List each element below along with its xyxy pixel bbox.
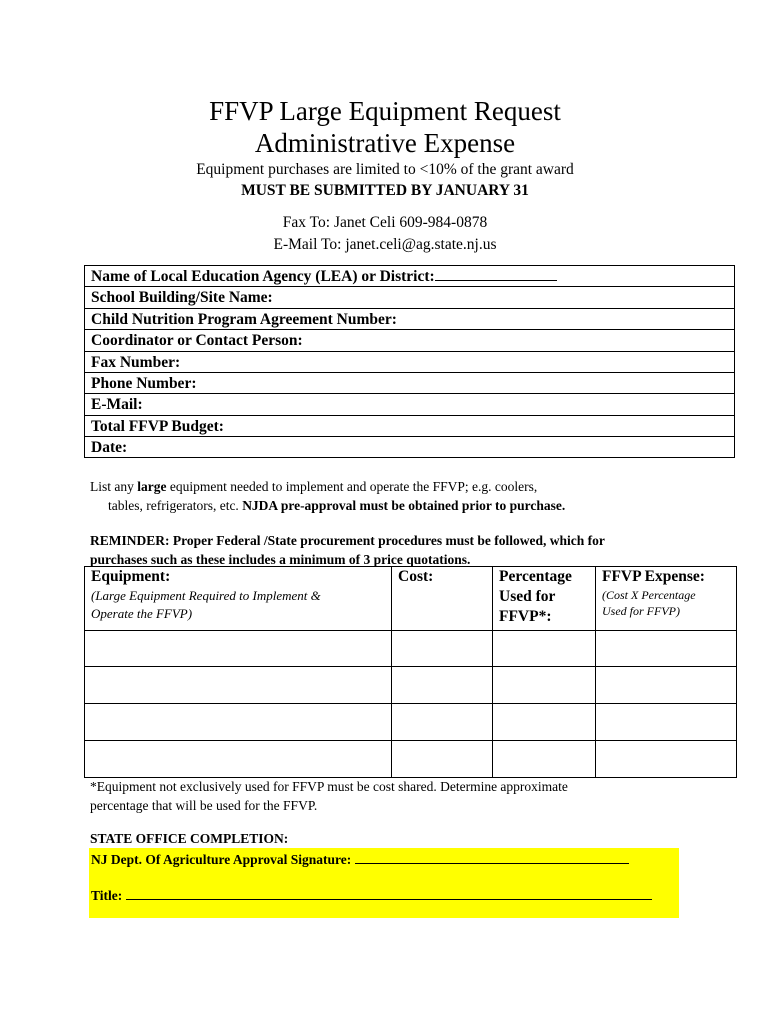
reminder-paragraph xyxy=(90,531,710,569)
instruction-text: equipment needed to implement and operate the FFVP; e.g. coolers, xyxy=(166,479,538,494)
field-school-site[interactable] xyxy=(85,287,734,308)
expense-cell[interactable] xyxy=(596,704,737,741)
equipment-cell[interactable] xyxy=(85,667,392,704)
equipment-cell[interactable] xyxy=(85,704,392,741)
header-note: (Large Equipment Required to Implement & xyxy=(91,588,321,603)
form-title-line1: FFVP Large Equipment Request xyxy=(209,96,561,126)
instruction-emphasis: large xyxy=(137,479,167,494)
signature-label: NJ Dept. Of Agriculture Approval Signature: xyxy=(91,852,355,867)
reminder-line: purchases such as these includes a minimum of 3 price quotations. xyxy=(90,552,471,567)
field-label: Phone Number: xyxy=(91,374,197,392)
table-row xyxy=(85,631,737,667)
approver-title-field[interactable] xyxy=(91,886,652,905)
header-note: (Cost X Percentage xyxy=(602,588,696,602)
cost-share-footnote xyxy=(90,777,710,815)
footnote-line: *Equipment not exclusively used for FFVP must be cost shared. Determine approximate xyxy=(90,779,568,794)
field-phone-number[interactable] xyxy=(85,373,734,394)
field-label: Fax Number: xyxy=(91,353,181,371)
reminder-line: REMINDER: Proper Federal /State procurement procedures must be followed, which for xyxy=(90,533,605,548)
equipment-table xyxy=(84,566,737,778)
header-percentage xyxy=(493,567,596,631)
equipment-cell[interactable] xyxy=(85,741,392,778)
deadline-note: MUST BE SUBMITTED BY JANUARY 31 xyxy=(241,182,529,199)
table-row xyxy=(85,741,737,778)
header-label: Used for xyxy=(499,588,556,605)
header-cost xyxy=(392,567,493,631)
field-email[interactable] xyxy=(85,394,734,415)
footnote-line: percentage that will be used for the FFVP. xyxy=(90,798,318,813)
header-equipment xyxy=(85,567,392,631)
table-header-row xyxy=(85,567,737,631)
expense-cell[interactable] xyxy=(596,631,737,667)
limit-note: Equipment purchases are limited to <10% of the grant award xyxy=(196,161,574,178)
form-title-line2: Administrative Expense xyxy=(254,128,516,158)
header-expense xyxy=(596,567,737,631)
email-contact: E-Mail To: janet.celi@ag.state.nj.us xyxy=(273,236,497,253)
expense-cell[interactable] xyxy=(596,667,737,704)
field-label: Total FFVP Budget: xyxy=(91,417,224,435)
field-date[interactable] xyxy=(85,437,734,458)
equipment-cell[interactable] xyxy=(85,631,392,667)
header-label: Equipment: xyxy=(91,568,171,585)
percentage-cell[interactable] xyxy=(493,704,596,741)
field-label: E-Mail: xyxy=(91,396,143,414)
header-label: FFVP*: xyxy=(499,608,552,625)
cost-cell[interactable] xyxy=(392,704,493,741)
state-office-heading: STATE OFFICE COMPLETION: xyxy=(90,831,289,846)
percentage-cell[interactable] xyxy=(493,667,596,704)
header-note: Operate the FFVP) xyxy=(91,606,193,621)
applicant-info-box xyxy=(84,265,735,458)
table-row xyxy=(85,704,737,741)
fax-contact: Fax To: Janet Celi 609-984-0878 xyxy=(282,214,488,231)
field-label: Date: xyxy=(91,439,128,457)
cost-cell[interactable] xyxy=(392,631,493,667)
field-label: Coordinator or Contact Person: xyxy=(91,332,303,350)
header-label: FFVP Expense: xyxy=(602,568,705,585)
approval-signature-field[interactable] xyxy=(91,850,629,869)
cost-cell[interactable] xyxy=(392,667,493,704)
header-label: Percentage xyxy=(499,568,572,585)
instructions-paragraph xyxy=(90,477,710,515)
title-label: Title: xyxy=(91,888,126,903)
fill-in-line[interactable] xyxy=(435,266,557,281)
instruction-text: List any xyxy=(90,479,138,494)
instruction-text: tables, refrigerators, etc. xyxy=(108,498,243,513)
field-total-budget[interactable] xyxy=(85,416,734,437)
table-row xyxy=(85,667,737,704)
state-office-highlight xyxy=(89,848,679,918)
field-fax-number[interactable] xyxy=(85,352,734,373)
field-label: Name of Local Education Agency (LEA) or District: xyxy=(91,268,435,285)
field-label: Child Nutrition Program Agreement Number: xyxy=(91,310,397,328)
expense-cell[interactable] xyxy=(596,741,737,778)
percentage-cell[interactable] xyxy=(493,631,596,667)
header-note: Used for FFVP) xyxy=(602,604,680,618)
preapproval-note: NJDA pre-approval must be obtained prior to purchase. xyxy=(242,498,566,513)
percentage-cell[interactable] xyxy=(493,741,596,778)
field-contact-person[interactable] xyxy=(85,330,734,351)
title-line[interactable] xyxy=(126,886,652,900)
header-label: Cost: xyxy=(398,568,434,585)
field-agreement-number[interactable] xyxy=(85,309,734,330)
cost-cell[interactable] xyxy=(392,741,493,778)
signature-line[interactable] xyxy=(355,850,629,864)
field-label: School Building/Site Name: xyxy=(91,289,273,307)
field-lea-district[interactable] xyxy=(85,266,734,287)
